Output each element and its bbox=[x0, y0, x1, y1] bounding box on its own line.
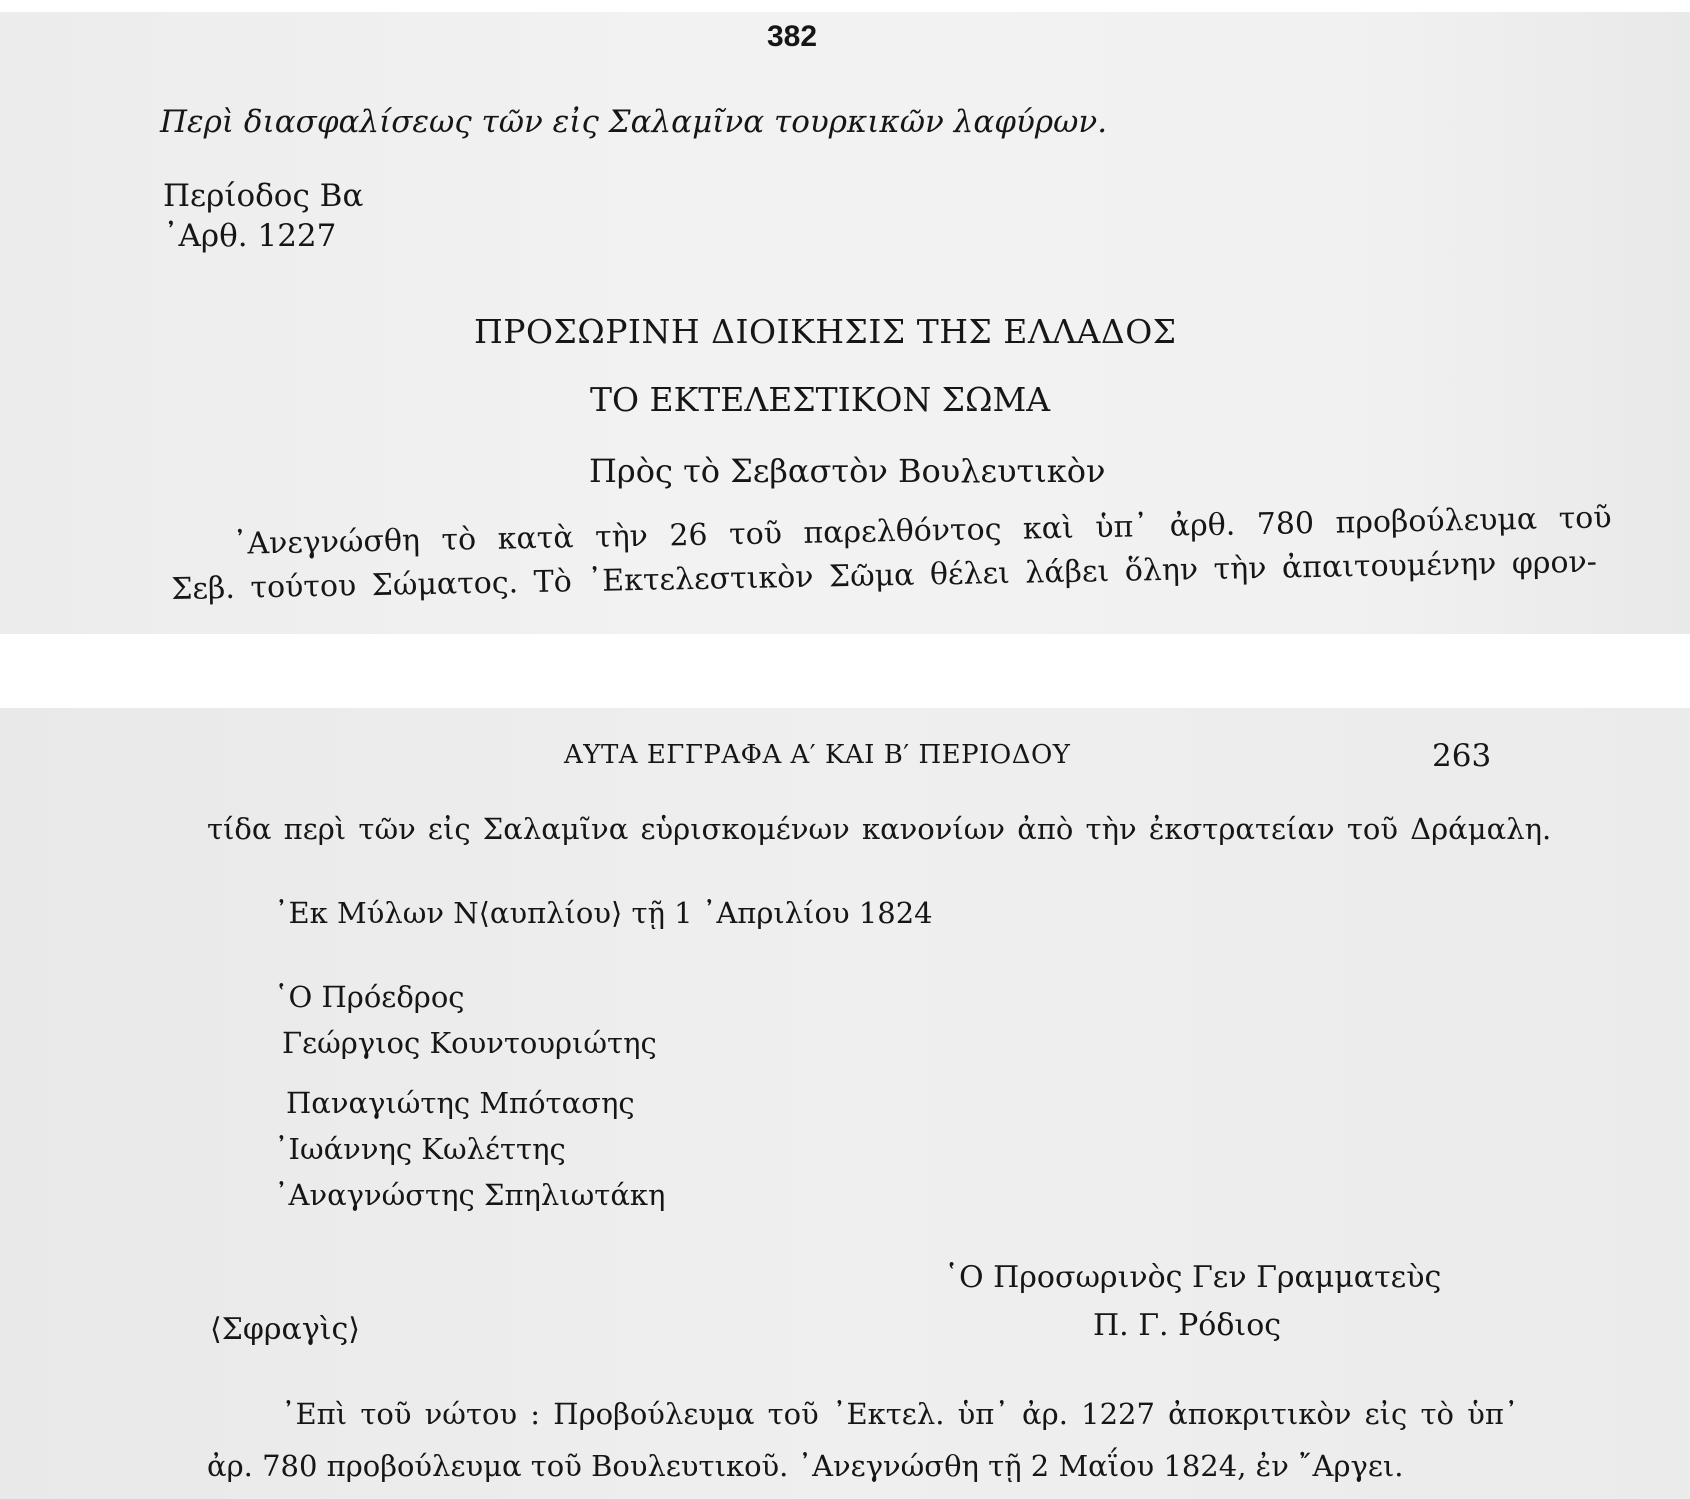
body-continuation: τίδα περὶ τῶν εἰς Σαλαμῖνα εὑρισκομένων κανονίων ἀπὸ τὴν ἐκστρατείαν τοῦ Δράμαλη. bbox=[207, 812, 1552, 846]
page-number: 263 bbox=[1432, 738, 1492, 774]
addressee: Πρὸς τὸ Σεβαστὸν Βουλευτικὸν bbox=[589, 452, 1106, 490]
endorsement-line: ἀρ. 780 προβούλευμα τοῦ Βουλευτικοῦ. ᾿Ανεγνώσθη τῇ 2 Μαΐου 1824, ἐν ῎Αργει. bbox=[207, 1449, 1404, 1483]
member-name: Παναγιώτης Μπότασης bbox=[286, 1086, 635, 1120]
heading-government: ΠΡΟΣΩΡΙΝΗ ΔΙΟΙΚΗΣΙΣ ΤΗΣ ΕΛΛΑΔΟΣ bbox=[474, 312, 1177, 351]
president-name: Γεώργιος Κουντουριώτης bbox=[282, 1026, 657, 1060]
endorsement bbox=[207, 1388, 1519, 1492]
secretary-name: Π. Γ. Ρόδιος bbox=[1093, 1308, 1282, 1343]
article-number: ᾿Αρθ. 1227 bbox=[163, 218, 337, 254]
page-number: 382 bbox=[766, 20, 818, 53]
signatories bbox=[274, 974, 665, 1218]
bottom-page-scan bbox=[0, 708, 1690, 1499]
running-header: ΑΥΤΑ ΕΓΓΡΑΦΑ Α′ ΚΑΙ Β′ ΠΕΡΙΟΔΟΥ bbox=[564, 740, 1071, 770]
document-reference bbox=[163, 176, 363, 256]
member-name: ᾿Ιωάννης Κωλέττης bbox=[274, 1132, 566, 1166]
body-line: Σεβ. τούτου Σώματος. Τὸ ᾿Εκτελεστικὸν Σῶμα θέλει λάβει ὅλην τὴν ἀπαιτουμένην φρον- bbox=[170, 544, 1598, 607]
place-and-date: ᾿Εκ Μύλων Ν⟨αυπλίου⟩ τῇ 1 ᾿Απριλίου 1824 bbox=[274, 896, 933, 930]
president-title: ῾Ο Πρόεδρος bbox=[274, 980, 465, 1014]
body-text bbox=[170, 498, 1612, 612]
top-page-scan bbox=[0, 12, 1690, 634]
secretary-title: ῾Ο Προσωρινὸς Γεν Γραμματεὺς bbox=[944, 1260, 1442, 1295]
body-line: ᾿Ανεγνώσθη τὸ κατὰ τὴν 26 τοῦ παρελθόντος καὶ ὑπ᾿ ἀρθ. 780 προβούλευμα τοῦ bbox=[232, 500, 1612, 562]
heading-executive-body: ΤΟ ΕΚΤΕΛΕΣΤΙΚΟΝ ΣΩΜΑ bbox=[590, 380, 1051, 419]
member-name: ᾿Αναγνώστης Σπηλιωτάκη bbox=[274, 1178, 666, 1212]
endorsement-line: ᾿Επὶ τοῦ νώτου : Προβούλευμα τοῦ ᾿Εκτελ. ὑπ᾿ ἀρ. 1227 ἀποκριτικὸν εἰς τὸ ὑπ᾿ bbox=[281, 1397, 1519, 1431]
seal-note: ⟨Σφραγὶς⟩ bbox=[210, 1312, 361, 1347]
period-label: Περίοδος Βα bbox=[163, 178, 364, 214]
document-subject: Περὶ διασφαλίσεως τῶν εἰς Σαλαμῖνα τουρκικῶν λαφύρων. bbox=[160, 104, 1108, 140]
